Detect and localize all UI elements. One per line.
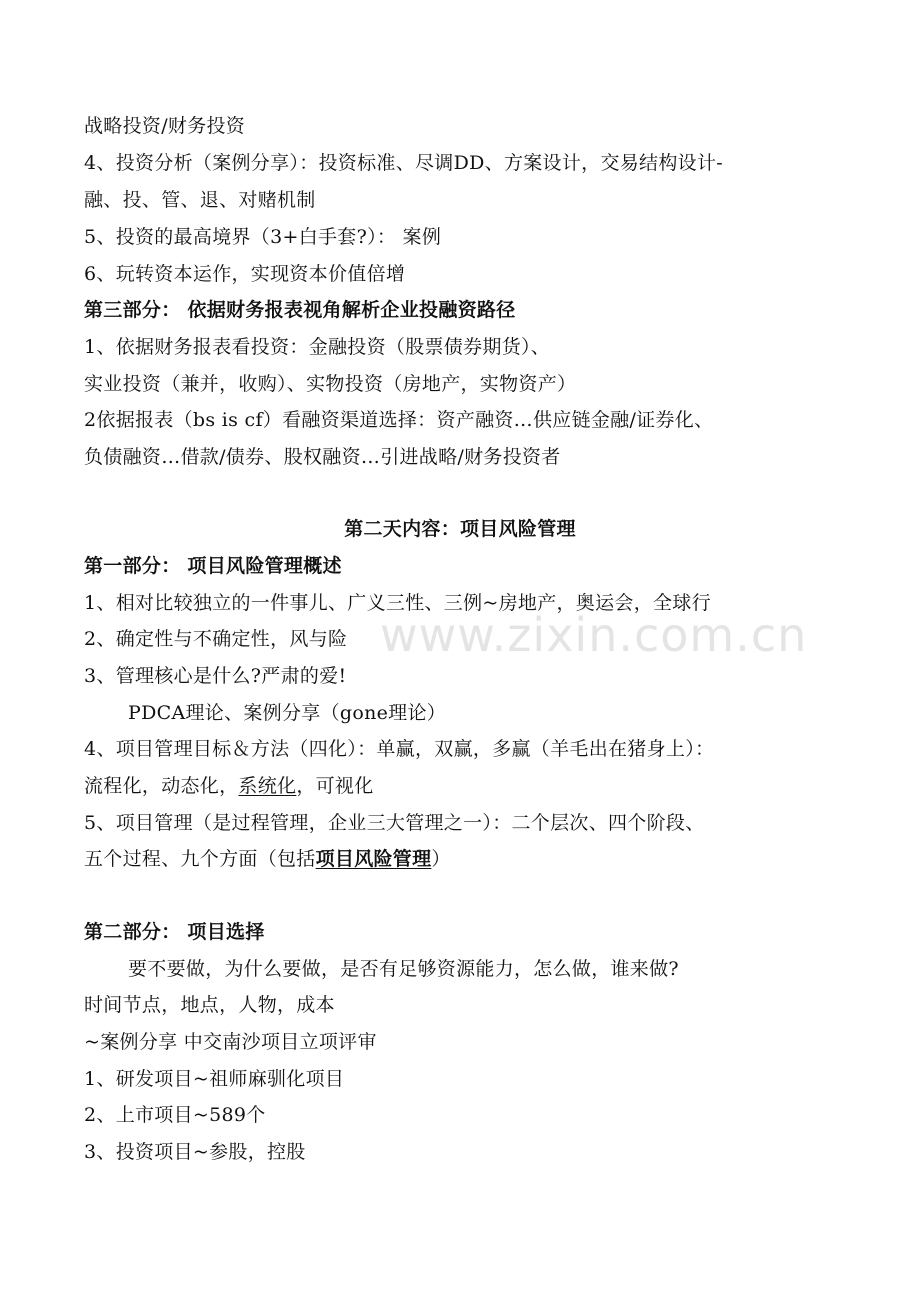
text-line: 1、相对比较独立的一件事儿、广义三性、三例~房地产，奥运会，全球行 <box>84 592 711 614</box>
text-span: ） <box>431 848 451 870</box>
section-heading: 第三部分： 依据财务报表视角解析企业投融资路径 <box>84 299 516 321</box>
underlined-bold-text: 项目风险管理 <box>315 848 432 870</box>
text-line: 1、研发项目~祖师麻驯化项目 <box>84 1068 345 1090</box>
underlined-text: 系统化 <box>238 775 297 797</box>
text-span: 五个过程、九个方面（包括 <box>84 848 316 870</box>
text-line: 1、依据财务报表看投资：金融投资（股票债券期货）、 <box>84 336 551 358</box>
text-line: 实业投资（兼并，收购）、实物投资（房地产，实物资产） <box>84 373 577 395</box>
day-two-title: 第二天内容：项目风险管理 <box>344 518 576 540</box>
watermark-text: www.zixin.com.cn <box>380 608 808 662</box>
section-heading: 第二部分： 项目选择 <box>84 921 265 943</box>
section-heading: 第一部分： 项目风险管理概述 <box>84 555 342 577</box>
text-span: 流程化，动态化， <box>84 775 239 797</box>
text-line: 3、投资项目~参股，控股 <box>84 1141 306 1163</box>
text-line: ~案例分享 中交南沙项目立项评审 <box>84 1031 377 1053</box>
text-line: 6、玩转资本运作，实现资本价值倍增 <box>84 263 406 285</box>
text-line: 要不要做，为什么要做，是否有足够资源能力，怎么做，谁来做? <box>128 958 679 980</box>
text-line: 4、投资分析（案例分享）：投资标准、尽调DD、方案设计，交易结构设计- <box>84 152 723 174</box>
text-line: 融、投、管、退、对赌机制 <box>84 189 316 211</box>
text-line: 5、项目管理（是过程管理，企业三大管理之一）：二个层次、四个阶段、 <box>84 812 705 834</box>
text-line: 2依据报表（bs is cf）看融资渠道选择：资产融资…供应链金融/证券化、 <box>84 409 714 431</box>
text-line: PDCA理论、案例分享（gone理论） <box>128 702 447 724</box>
text-line <box>84 774 374 798</box>
text-line: 时间节点，地点，人物，成本 <box>84 994 335 1016</box>
text-line: 2、上市项目~589个 <box>84 1104 266 1126</box>
text-line: 5、投资的最高境界（3+白手套?）： 案例 <box>84 226 442 248</box>
text-line: 2、确定性与不确定性，风与险 <box>84 628 348 650</box>
text-line <box>84 847 451 871</box>
text-line: 负债融资…借款/债券、股权融资…引进战略/财务投资者 <box>84 446 561 468</box>
text-span: ，可视化 <box>296 775 374 797</box>
text-line: 战略投资/财务投资 <box>84 115 246 137</box>
text-line: 4、项目管理目标＆方法（四化）：单赢，双赢，多赢（羊毛出在猪身上）： <box>84 738 715 760</box>
text-line: 3、管理核心是什么?严肃的爱! <box>84 665 347 687</box>
